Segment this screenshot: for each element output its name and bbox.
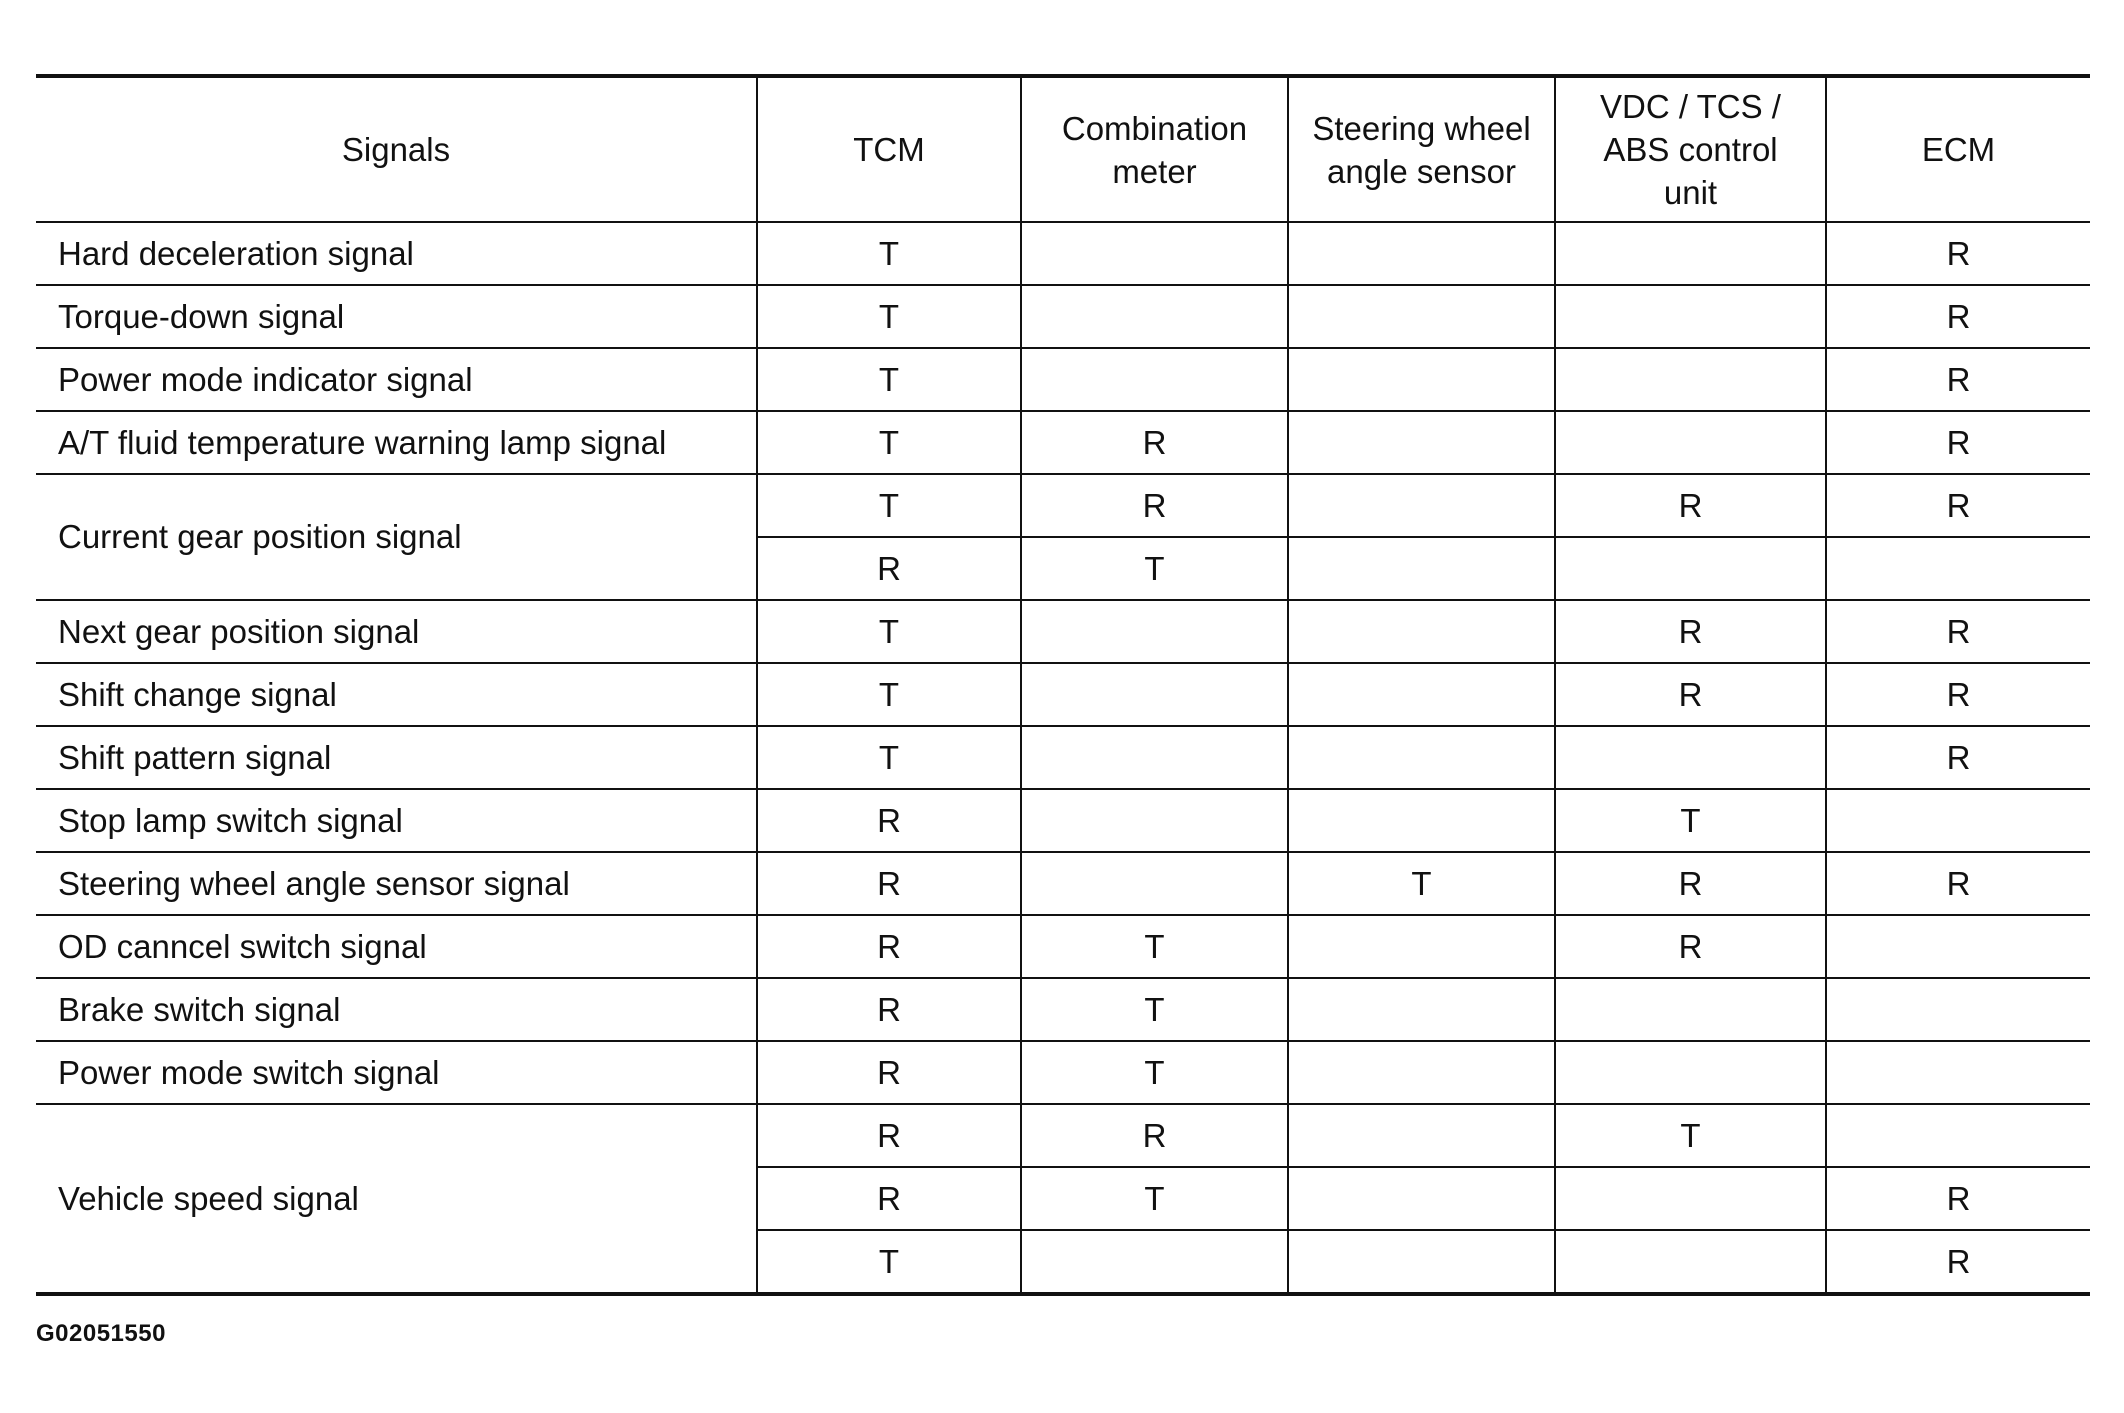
tcm-cell: T	[757, 726, 1021, 789]
table-body	[36, 222, 2090, 1294]
steering-sensor-cell	[1288, 1104, 1555, 1167]
ecm-cell	[1826, 1104, 2090, 1167]
vdc-cell: R	[1555, 474, 1826, 537]
header-signals: Signals	[36, 76, 757, 222]
combination-meter-cell: T	[1021, 1041, 1288, 1104]
ecm-cell: R	[1826, 222, 2090, 285]
combination-meter-cell: R	[1021, 1104, 1288, 1167]
signal-name: Current gear position signal	[36, 474, 757, 600]
combination-meter-cell: T	[1021, 537, 1288, 600]
signal-name: Power mode indicator signal	[36, 348, 757, 411]
header-combination-meter: Combination meter	[1021, 76, 1288, 222]
tcm-cell: T	[757, 663, 1021, 726]
steering-sensor-cell	[1288, 348, 1555, 411]
vdc-cell: T	[1555, 1104, 1826, 1167]
tcm-cell: R	[757, 789, 1021, 852]
tcm-cell: R	[757, 915, 1021, 978]
header-steering-wheel-angle-sensor: Steering wheel angle sensor	[1288, 76, 1555, 222]
signal-table-container	[36, 74, 2090, 1296]
steering-sensor-cell	[1288, 978, 1555, 1041]
combination-meter-cell: T	[1021, 978, 1288, 1041]
ecm-cell: R	[1826, 285, 2090, 348]
figure-code: G02051550	[36, 1320, 166, 1347]
table-row	[36, 348, 2090, 411]
steering-sensor-cell	[1288, 285, 1555, 348]
steering-sensor-cell	[1288, 663, 1555, 726]
signal-name: Hard deceleration signal	[36, 222, 757, 285]
combination-meter-cell: R	[1021, 474, 1288, 537]
vdc-cell: R	[1555, 600, 1826, 663]
ecm-cell	[1826, 1041, 2090, 1104]
combination-meter-cell: R	[1021, 411, 1288, 474]
header-vdc-tcs-abs-control-unit: VDC / TCS / ABS control unit	[1555, 76, 1826, 222]
ecm-cell: R	[1826, 726, 2090, 789]
tcm-cell: R	[757, 1167, 1021, 1230]
steering-sensor-cell	[1288, 1041, 1555, 1104]
steering-sensor-cell	[1288, 915, 1555, 978]
combination-meter-cell: T	[1021, 915, 1288, 978]
vdc-cell: T	[1555, 789, 1826, 852]
signal-name: Next gear position signal	[36, 600, 757, 663]
signal-name: A/T fluid temperature warning lamp signal	[36, 411, 757, 474]
ecm-cell	[1826, 537, 2090, 600]
tcm-cell: T	[757, 474, 1021, 537]
vdc-cell	[1555, 1230, 1826, 1294]
header-ecm: ECM	[1826, 76, 2090, 222]
ecm-cell: R	[1826, 600, 2090, 663]
table-row	[36, 285, 2090, 348]
steering-sensor-cell	[1288, 537, 1555, 600]
combination-meter-cell	[1021, 789, 1288, 852]
ecm-cell	[1826, 978, 2090, 1041]
combination-meter-cell: T	[1021, 1167, 1288, 1230]
table-row	[36, 474, 2090, 537]
tcm-cell: T	[757, 600, 1021, 663]
table-header	[36, 76, 2090, 222]
tcm-cell: R	[757, 1104, 1021, 1167]
vdc-cell	[1555, 411, 1826, 474]
table-row	[36, 726, 2090, 789]
tcm-cell: T	[757, 285, 1021, 348]
vdc-cell	[1555, 978, 1826, 1041]
vdc-cell	[1555, 537, 1826, 600]
ecm-cell	[1826, 789, 2090, 852]
tcm-cell: R	[757, 852, 1021, 915]
signal-name: Stop lamp switch signal	[36, 789, 757, 852]
vdc-cell	[1555, 1041, 1826, 1104]
tcm-cell: T	[757, 1230, 1021, 1294]
signal-name: Torque-down signal	[36, 285, 757, 348]
combination-meter-cell	[1021, 222, 1288, 285]
ecm-cell: R	[1826, 474, 2090, 537]
table-row	[36, 411, 2090, 474]
steering-sensor-cell	[1288, 222, 1555, 285]
ecm-cell: R	[1826, 1230, 2090, 1294]
tcm-cell: R	[757, 978, 1021, 1041]
table-row	[36, 789, 2090, 852]
signal-name: Vehicle speed signal	[36, 1104, 757, 1294]
table-row	[36, 1041, 2090, 1104]
steering-sensor-cell	[1288, 474, 1555, 537]
vdc-cell	[1555, 285, 1826, 348]
vdc-cell: R	[1555, 852, 1826, 915]
combination-meter-cell	[1021, 348, 1288, 411]
signal-name: Shift change signal	[36, 663, 757, 726]
steering-sensor-cell: T	[1288, 852, 1555, 915]
ecm-cell: R	[1826, 663, 2090, 726]
vdc-cell	[1555, 726, 1826, 789]
ecm-cell: R	[1826, 348, 2090, 411]
table-row	[36, 600, 2090, 663]
table-row	[36, 663, 2090, 726]
ecm-cell: R	[1826, 852, 2090, 915]
tcm-cell: T	[757, 411, 1021, 474]
header-tcm: TCM	[757, 76, 1021, 222]
signal-name: Power mode switch signal	[36, 1041, 757, 1104]
ecm-cell: R	[1826, 1167, 2090, 1230]
vdc-cell	[1555, 1167, 1826, 1230]
tcm-cell: R	[757, 537, 1021, 600]
vdc-cell	[1555, 348, 1826, 411]
can-signal-table	[36, 74, 2090, 1296]
combination-meter-cell	[1021, 852, 1288, 915]
vdc-cell: R	[1555, 915, 1826, 978]
signal-name: Shift pattern signal	[36, 726, 757, 789]
signal-name: OD canncel switch signal	[36, 915, 757, 978]
tcm-cell: R	[757, 1041, 1021, 1104]
tcm-cell: T	[757, 348, 1021, 411]
table-row	[36, 222, 2090, 285]
table-row	[36, 852, 2090, 915]
vdc-cell	[1555, 222, 1826, 285]
steering-sensor-cell	[1288, 1230, 1555, 1294]
combination-meter-cell	[1021, 600, 1288, 663]
signal-name: Steering wheel angle sensor signal	[36, 852, 757, 915]
steering-sensor-cell	[1288, 789, 1555, 852]
ecm-cell	[1826, 915, 2090, 978]
steering-sensor-cell	[1288, 411, 1555, 474]
steering-sensor-cell	[1288, 726, 1555, 789]
table-row	[36, 978, 2090, 1041]
header-row	[36, 76, 2090, 222]
vdc-cell: R	[1555, 663, 1826, 726]
table-row	[36, 915, 2090, 978]
steering-sensor-cell	[1288, 1167, 1555, 1230]
table-row	[36, 1104, 2090, 1167]
combination-meter-cell	[1021, 663, 1288, 726]
steering-sensor-cell	[1288, 600, 1555, 663]
signal-name: Brake switch signal	[36, 978, 757, 1041]
combination-meter-cell	[1021, 1230, 1288, 1294]
ecm-cell: R	[1826, 411, 2090, 474]
combination-meter-cell	[1021, 285, 1288, 348]
tcm-cell: T	[757, 222, 1021, 285]
combination-meter-cell	[1021, 726, 1288, 789]
